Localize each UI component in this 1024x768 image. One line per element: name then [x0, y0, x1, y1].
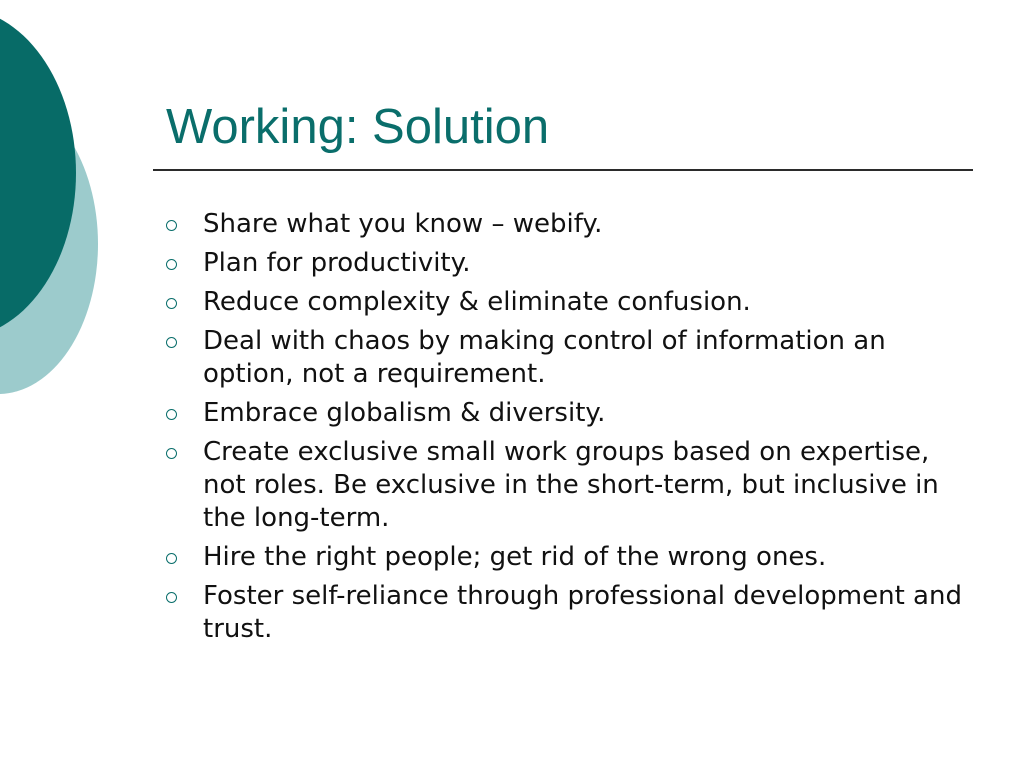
title-divider [153, 169, 973, 171]
bullet-list [162, 208, 962, 652]
bullet-item [162, 541, 962, 574]
bullet-text: Deal with chaos by making control of information an option, not a requirement. [203, 326, 886, 389]
bullet-item [162, 580, 962, 646]
hollow-circle-icon [166, 553, 177, 564]
hollow-circle-icon [166, 298, 177, 309]
bullet-text: Hire the right people; get rid of the wrong ones. [203, 542, 827, 572]
bullet-text: Foster self-reliance through professional development and trust. [203, 581, 962, 644]
bullet-item [162, 247, 962, 280]
hollow-circle-icon [166, 409, 177, 420]
bullet-item [162, 325, 962, 391]
bullet-text: Share what you know – webify. [203, 209, 603, 239]
hollow-circle-icon [166, 259, 177, 270]
hollow-circle-icon [166, 220, 177, 231]
bullet-text: Plan for productivity. [203, 248, 471, 278]
hollow-circle-icon [166, 337, 177, 348]
hollow-circle-icon [166, 448, 177, 459]
hollow-circle-icon [166, 592, 177, 603]
bullet-text: Reduce complexity & eliminate confusion. [203, 287, 751, 317]
bullet-item [162, 208, 962, 241]
bullet-item [162, 436, 962, 535]
bullet-item [162, 397, 962, 430]
bullet-text: Create exclusive small work groups based on expertise, not roles. Be exclusive in the short-term, but inclusive in the long-term. [203, 437, 939, 533]
slide-title: Working: Solution [166, 100, 550, 154]
bullet-item [162, 286, 962, 319]
bullet-text: Embrace globalism & diversity. [203, 398, 606, 428]
